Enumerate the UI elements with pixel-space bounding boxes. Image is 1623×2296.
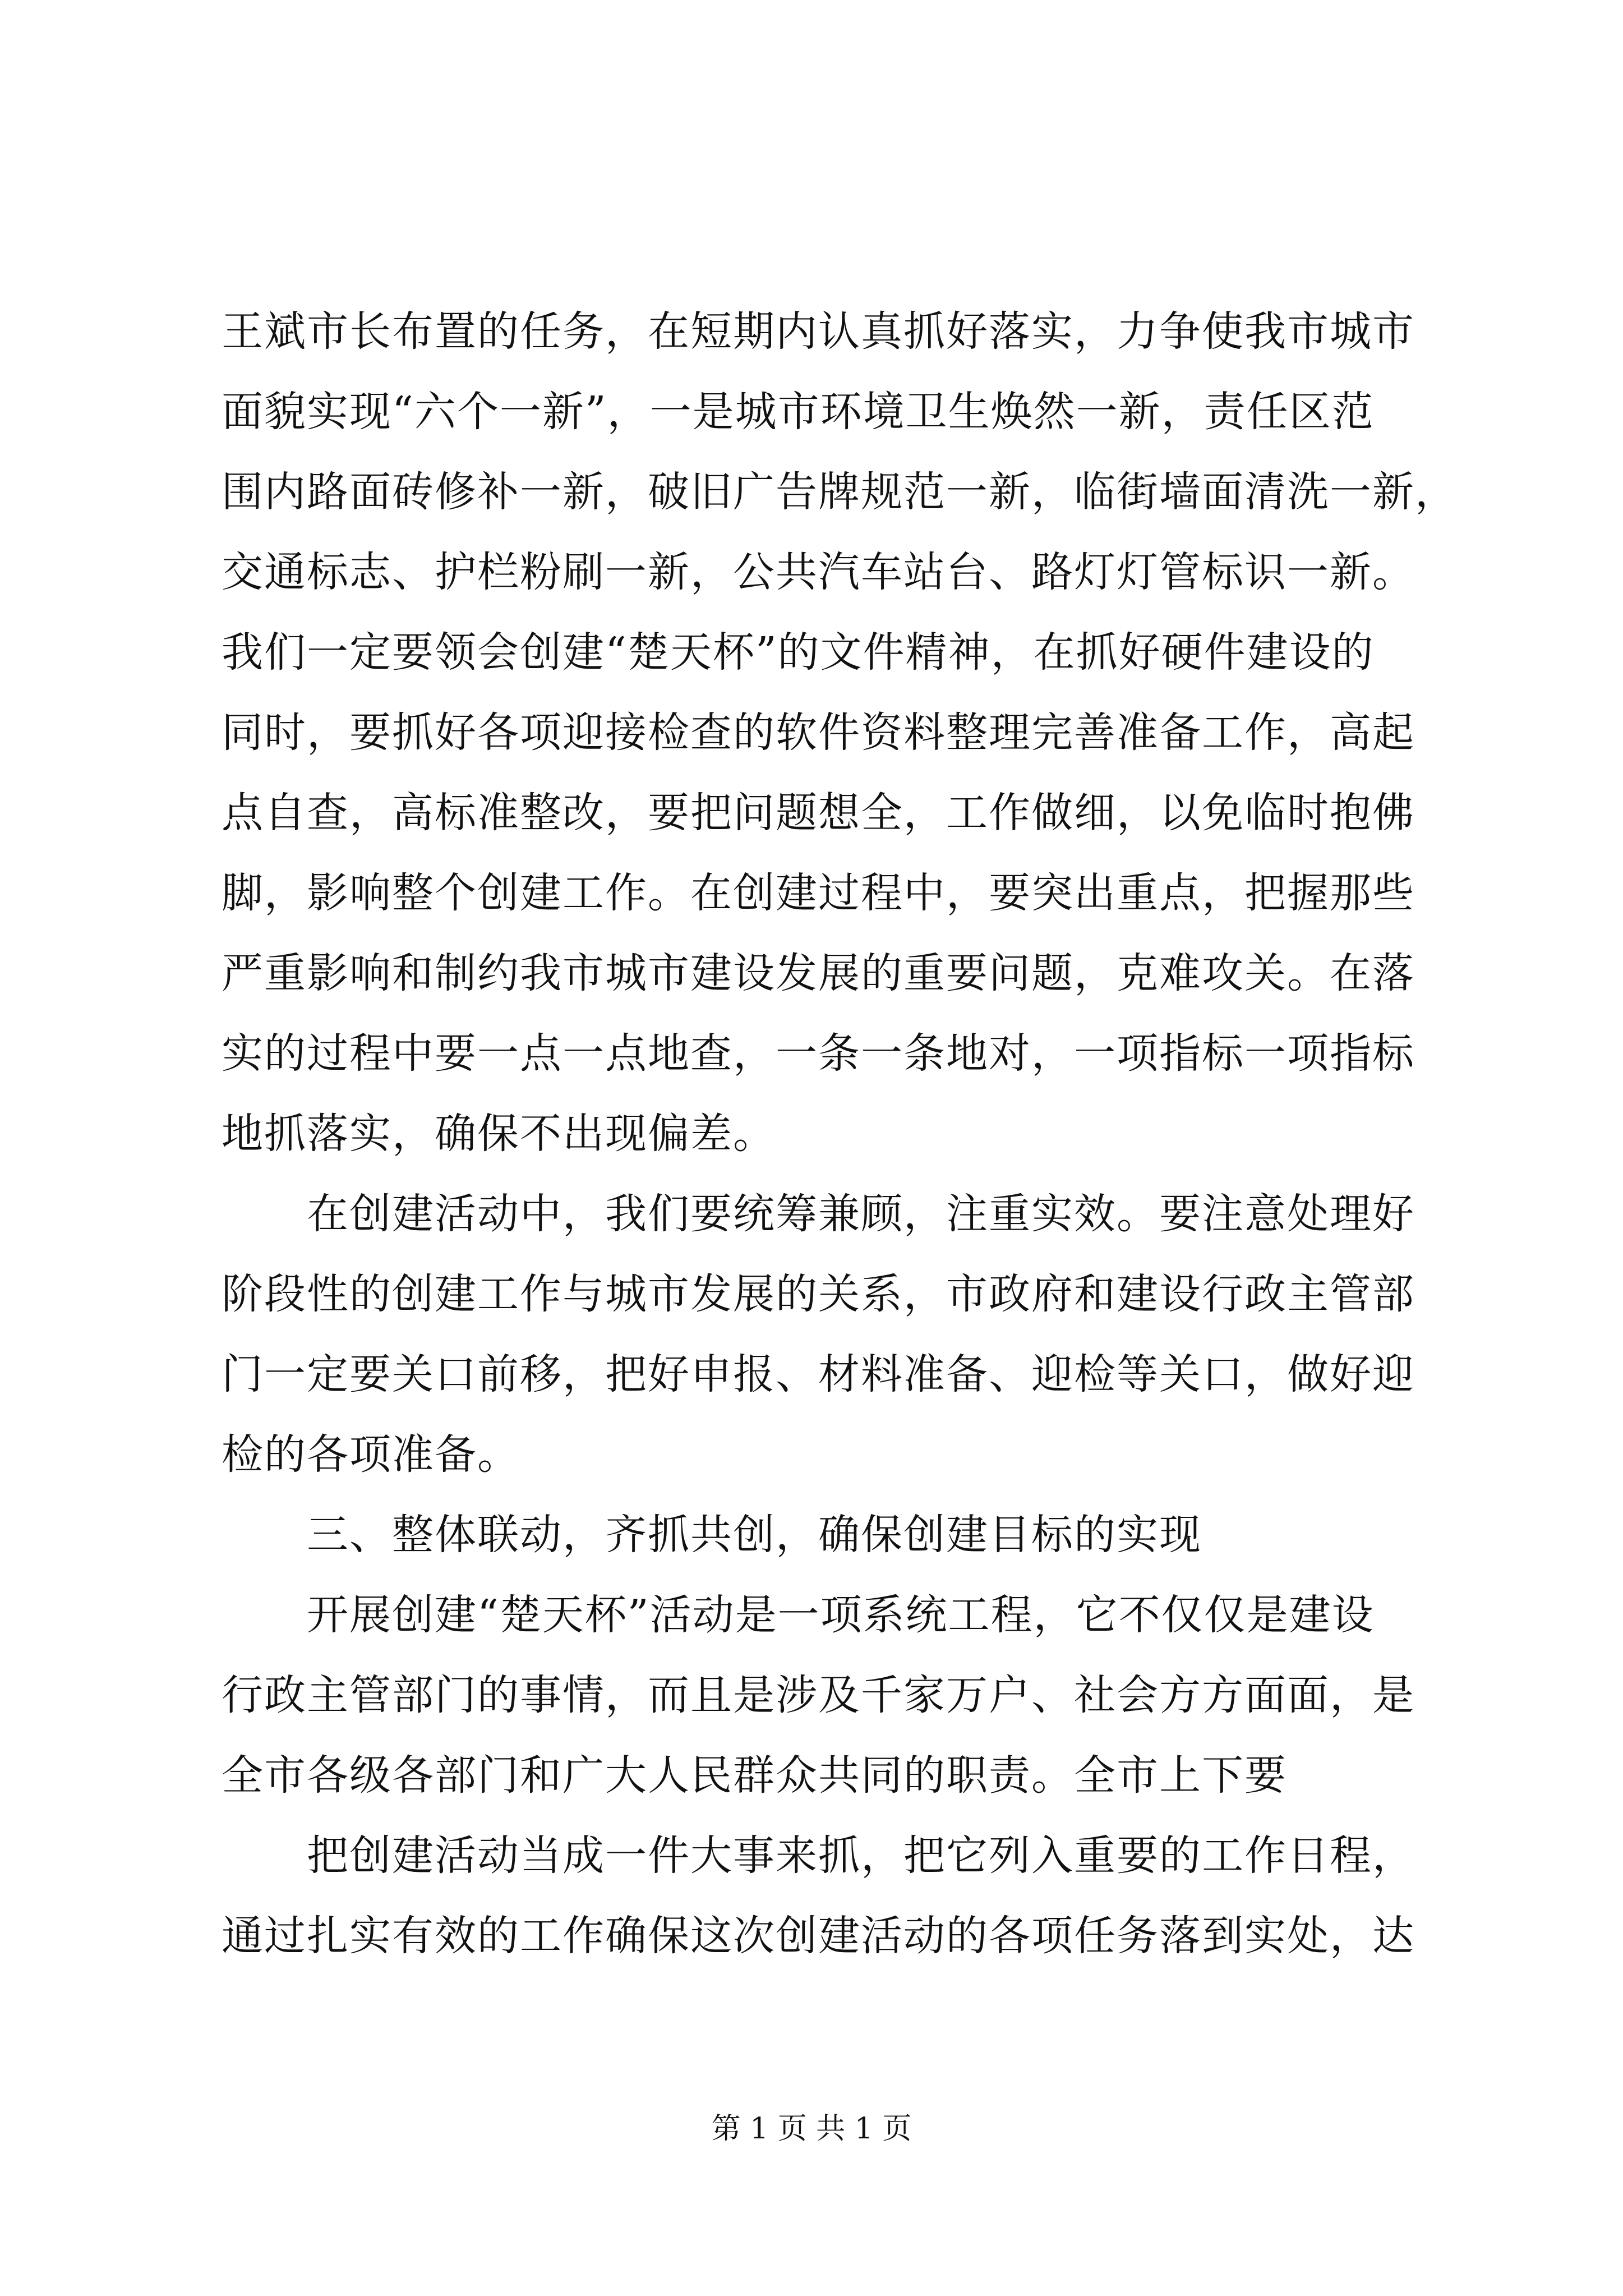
text-line: 行政主管部门的事情，而且是涉及千家万户、社会方方面面，是: [222, 1671, 1415, 1719]
text-line: 我们一定要领会创建“楚天杯”的文件精神，在抓好硬件建设的: [222, 628, 1375, 677]
text-line: 脚，影响整个创建工作。在创建过程中，要突出重点，把握那些: [222, 869, 1415, 917]
text-line: 同时，要抓好各项迎接检查的软件资料整理完善准备工作，高起: [222, 708, 1415, 757]
text-line: 地抓落实，确保不出现偏差。: [222, 1110, 776, 1158]
text-line: 门一定要关口前移，把好申报、材料准备、迎检等关口，做好迎: [222, 1350, 1415, 1398]
text-line: 在创建活动中，我们要统筹兼顾，注重实效。要注意处理好: [222, 1190, 1415, 1238]
text-line: 把创建活动当成一件大事来抓，把它列入重要的工作日程，: [222, 1832, 1415, 1880]
text-line: 全市各级各部门和广大人民群众共同的职责。全市上下要: [222, 1751, 1287, 1800]
text-line: 王斌市长布置的任务，在短期内认真抓好落实，力争使我市城市: [222, 307, 1415, 356]
text-line: 检的各项准备。: [222, 1430, 520, 1479]
text-line: 实的过程中要一点一点地查，一条一条地对，一项指标一项指标: [222, 1029, 1415, 1078]
text-line: 交通标志、护栏粉刷一新，公共汽车站台、路灯灯管标识一新。: [222, 548, 1415, 596]
text-line: 开展创建“楚天杯”活动是一项系统工程，它不仅仅是建设: [222, 1591, 1375, 1639]
text-line: 围内路面砖修补一新，破旧广告牌规范一新，临街墙面清洗一新，: [222, 468, 1458, 516]
page-number-footer: 第 1 页 共 1 页: [711, 2112, 912, 2146]
text-line: 点自查，高标准整改，要把问题想全，工作做细，以免临时抱佛: [222, 789, 1415, 837]
text-line: 面貌实现“六个一新”，一是城市环境卫生焕然一新，责任区范: [222, 388, 1375, 436]
section-heading: 三、整体联动，齐抓共创，确保创建目标的实现: [222, 1511, 1202, 1559]
text-line: 严重影响和制约我市城市建设发展的重要问题，克难攻关。在落: [222, 949, 1415, 997]
text-line: 通过扎实有效的工作确保这次创建活动的各项任务落到实处，达: [222, 1912, 1415, 1960]
text-line: 阶段性的创建工作与城市发展的关系，市政府和建设行政主管部: [222, 1270, 1415, 1318]
body-text: [222, 292, 1458, 1976]
